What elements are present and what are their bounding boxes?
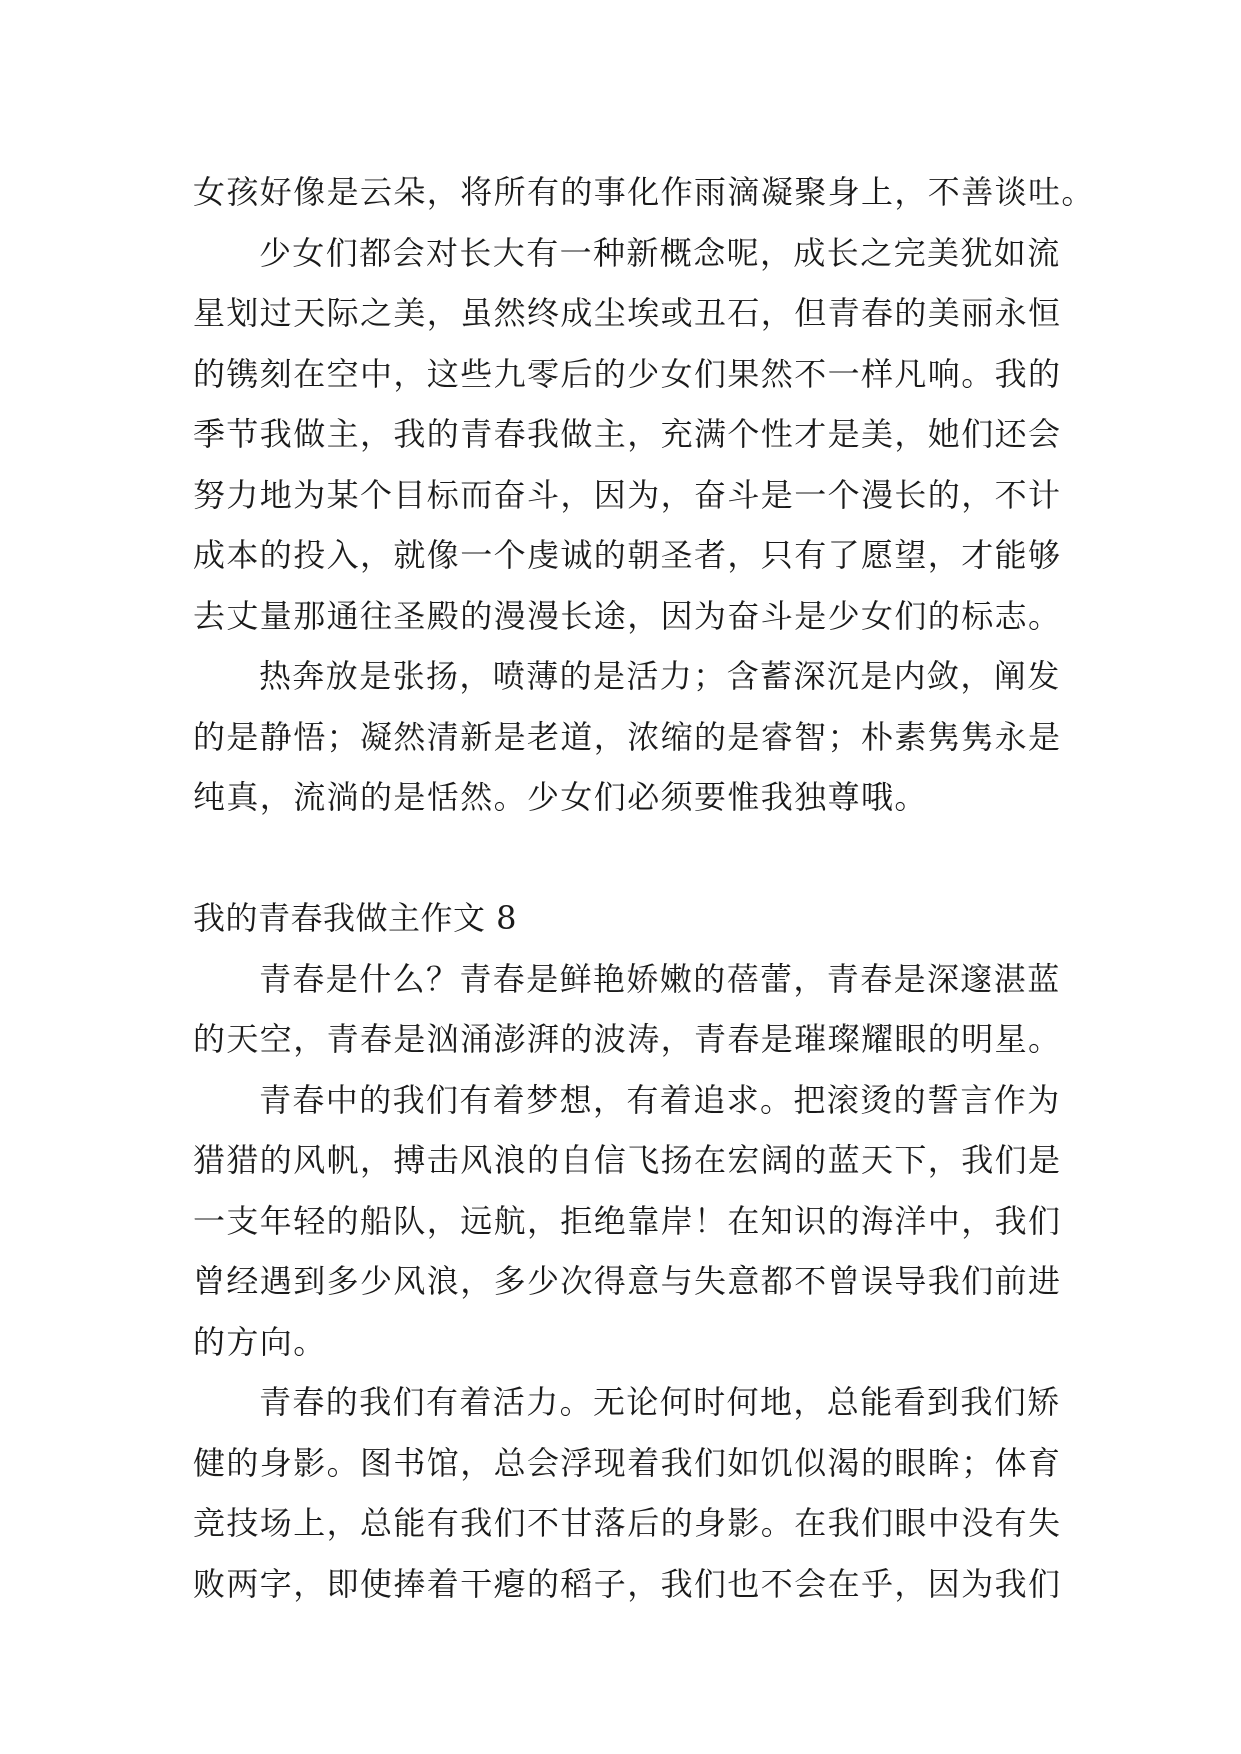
text-line: 的镌刻在空中，这些九零后的少女们果然不一样凡响。我的 [193, 354, 1062, 393]
text-line: 纯真，流淌的是恬然。少女们必须要惟我独尊哦。 [193, 778, 928, 816]
paragraph-start-line: 青春是什么？青春是鲜艳娇嫩的蓓蕾，青春是深邃湛蓝 [259, 959, 1061, 998]
text-line: 女孩好像是云朵，将所有的事化作雨滴凝聚身上，不善谈吐。 [193, 173, 1095, 211]
text-line: 曾经遇到多少风浪，多少次得意与失意都不曾误导我们前进 [193, 1262, 1062, 1300]
paragraph-start-line: 青春中的我们有着梦想，有着追求。把滚烫的誓言作为 [259, 1080, 1061, 1119]
text-line: 努力地为某个目标而奋斗，因为，奋斗是一个漫长的，不计 [193, 475, 1062, 514]
text-line: 季节我做主，我的青春我做主，充满个性才是美，她们还会 [193, 415, 1062, 453]
paragraph-start-line: 少女们都会对长大有一种新概念呢，成长之完美犹如流 [259, 233, 1061, 272]
text-line: 竞技场上，总能有我们不甘落后的身影。在我们眼中没有失 [193, 1504, 1062, 1542]
text-line: 败两字，即使捧着干瘪的稻子，我们也不会在乎，因为我们 [193, 1564, 1062, 1603]
document-body [193, 162, 1095, 1614]
text-line: 的天空，青春是汹涌澎湃的波涛，青春是璀璨耀眼的明星。 [193, 1020, 1062, 1058]
text-line: 星划过天际之美，虽然终成尘埃或丑石，但青春的美丽永恒 [193, 294, 1062, 332]
text-line: 成本的投入，就像一个虔诚的朝圣者，只有了愿望，才能够 [193, 536, 1062, 574]
text-line: 的是静悟；凝然清新是老道，浓缩的是睿智；朴素隽隽永是 [193, 717, 1062, 756]
essay-heading: 我的青春我做主作文 8 [193, 899, 518, 937]
text-line: 一支年轻的船队，远航，拒绝靠岸！在知识的海洋中，我们 [193, 1201, 1062, 1240]
section-spacer [193, 828, 1073, 889]
text-line: 去丈量那通往圣殿的漫漫长途，因为奋斗是少女们的标志。 [193, 596, 1062, 635]
paragraph-start-line: 青春的我们有着活力。无论何时何地，总能看到我们矫 [259, 1383, 1061, 1421]
text-line: 健的身影。图书馆，总会浮现着我们如饥似渴的眼眸；体育 [193, 1443, 1062, 1482]
paragraph-start-line: 热奔放是张扬，喷薄的是活力；含蓄深沉是内敛，阐发 [259, 657, 1061, 695]
text-line: 猎猎的风帆，搏击风浪的自信飞扬在宏阔的蓝天下，我们是 [193, 1141, 1062, 1179]
text-line: 的方向。 [193, 1322, 327, 1361]
